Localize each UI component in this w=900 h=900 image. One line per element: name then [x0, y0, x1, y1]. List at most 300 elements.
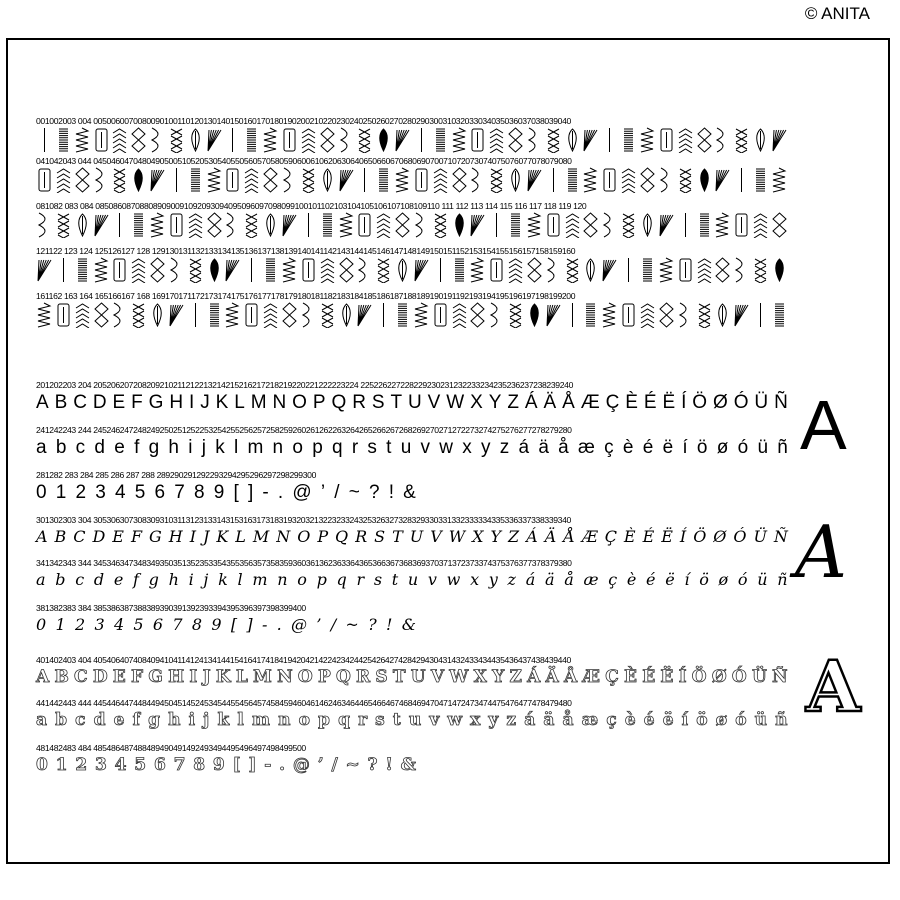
- stitch-pattern-icon: [168, 302, 185, 328]
- glyph-number-row: 301302303 304 305306307308309310311312313314315316317318319320321322323324325326327328329330331332333334335336337338339340: [36, 515, 571, 525]
- glyph-character: V: [427, 392, 441, 413]
- stitch-pattern-icon: [319, 302, 336, 328]
- glyph-character: 1: [55, 482, 67, 503]
- glyph-character: W: [446, 392, 465, 413]
- stitch-pattern-icon: [111, 167, 128, 193]
- glyph-character: Á: [527, 667, 541, 687]
- stitch-pattern-icon: [714, 127, 731, 153]
- glyph-character: E: [112, 392, 126, 413]
- stitch-pattern-icon: [149, 127, 166, 153]
- glyph-character: d: [94, 437, 105, 458]
- stitch-pattern-icon: [319, 127, 336, 153]
- stitch-pattern-icon: [111, 302, 128, 328]
- glyph-character: 3: [94, 755, 107, 775]
- stitch-pattern-icon: [36, 167, 53, 193]
- stitch-pattern-icon: [130, 302, 147, 328]
- stitch-pattern-icon: [338, 127, 355, 153]
- stitch-pattern-icon: [451, 257, 468, 283]
- glyph-row-sans: [36, 482, 416, 504]
- stitch-pattern-icon: [74, 212, 91, 238]
- glyph-character: á: [518, 437, 530, 458]
- glyph-character: !: [385, 615, 393, 634]
- glyph-character: D: [92, 392, 107, 413]
- stitch-pattern-icon: [413, 257, 430, 283]
- glyph-character: A: [36, 667, 50, 687]
- glyph-character: 5: [134, 482, 146, 503]
- stitch-pattern-icon: [677, 212, 694, 238]
- stitch-pattern-icon: [620, 212, 637, 238]
- stitch-pattern-icon: [601, 167, 618, 193]
- glyph-character: &: [401, 615, 416, 634]
- glyph-character: v: [420, 437, 431, 458]
- stitch-pattern-icon: [224, 127, 241, 153]
- stitch-pattern-icon: [771, 167, 788, 193]
- glyph-character: Ü: [751, 667, 767, 687]
- glyph-character: F: [131, 667, 144, 687]
- glyph-row-outline: [36, 710, 788, 730]
- stitch-pattern-icon: [36, 257, 53, 283]
- stitch-pattern-icon: [394, 257, 411, 283]
- stitch-pattern-icon: [752, 167, 769, 193]
- copyright: © ANITA: [804, 4, 870, 23]
- stitch-pattern-icon: [639, 167, 656, 193]
- stitch-pattern-icon: [300, 302, 317, 328]
- glyph-character: 7: [173, 755, 186, 775]
- glyph-character: j: [203, 570, 209, 589]
- glyph-character: c: [75, 437, 86, 458]
- glyph-character: 7: [172, 615, 183, 634]
- glyph-character: Q: [335, 527, 349, 546]
- stitch-pattern-icon: [620, 257, 637, 283]
- glyph-character: Í: [681, 392, 687, 413]
- glyph-character: ~: [345, 615, 359, 634]
- stitch-pattern-icon: [733, 167, 750, 193]
- stitch-pattern-icon: [168, 167, 185, 193]
- stitch-pattern-icon: [319, 257, 336, 283]
- glyph-character: X: [472, 527, 484, 546]
- stitch-pattern-icon: [413, 212, 430, 238]
- glyph-character: ?: [367, 755, 378, 775]
- stitch-pattern-icon: [149, 302, 166, 328]
- stitch-pattern-icon: [771, 127, 788, 153]
- glyph-character: ]: [246, 615, 253, 634]
- glyph-character: N: [276, 527, 291, 546]
- glyph-character: 5: [133, 615, 144, 634]
- stitch-pattern-icon: [55, 167, 72, 193]
- glyph-character: G: [148, 392, 164, 413]
- stitch-pattern-icon: [187, 212, 204, 238]
- stitch-pattern-icon: [639, 127, 656, 153]
- glyph-character: 0: [36, 615, 47, 634]
- stitch-pattern-icon: [696, 212, 713, 238]
- glyph-character: r: [351, 437, 359, 458]
- stitch-pattern-icon: [111, 257, 128, 283]
- glyph-character: J: [200, 392, 210, 413]
- stitch-pattern-icon: [714, 167, 731, 193]
- glyph-character: P: [317, 667, 331, 687]
- stitch-pattern-icon: [696, 167, 713, 193]
- stitch-pattern-icon: [413, 127, 430, 153]
- glyph-character: s: [373, 570, 383, 589]
- stitch-pattern-icon: [488, 302, 505, 328]
- glyph-row-script: [36, 570, 788, 589]
- stitch-pattern-icon: [356, 127, 373, 153]
- stitch-symbol-row: [36, 127, 788, 153]
- stitch-pattern-icon: [432, 212, 449, 238]
- glyph-character: G: [148, 667, 163, 687]
- glyph-character: y: [488, 710, 499, 730]
- glyph-character: Z: [509, 667, 522, 687]
- glyph-character: f: [134, 437, 140, 458]
- glyph-character: Å: [562, 392, 575, 413]
- stitch-pattern-icon: [206, 127, 223, 153]
- glyph-character: ~: [348, 482, 360, 503]
- glyph-row-outline: [36, 667, 788, 687]
- glyph-character: b: [55, 570, 66, 589]
- stitch-pattern-icon: [130, 212, 147, 238]
- stitch-pattern-icon: [224, 212, 241, 238]
- stitch-pattern-icon: [168, 212, 185, 238]
- glyph-character: ]: [248, 755, 257, 775]
- glyph-character: r: [356, 570, 365, 589]
- stitch-pattern-icon: [243, 257, 260, 283]
- glyph-character: Ç: [605, 392, 620, 413]
- glyph-character: ó: [737, 570, 748, 589]
- stitch-pattern-icon: [55, 127, 72, 153]
- glyph-character: Æ: [582, 667, 600, 687]
- glyph-character: n: [278, 710, 291, 730]
- stitch-pattern-icon: [601, 257, 618, 283]
- glyph-character: j: [203, 710, 210, 730]
- glyph-character: 4: [113, 615, 125, 634]
- stitch-pattern-icon: [74, 167, 91, 193]
- stitch-pattern-icon: [733, 302, 750, 328]
- glyph-number-row: 381382383 384 385386387388389390391392393394395396397398399400: [36, 603, 306, 613]
- stitch-pattern-icon: [432, 302, 449, 328]
- glyph-character: U: [409, 527, 424, 546]
- glyph-character: s: [367, 437, 377, 458]
- stitch-pattern-icon: [55, 212, 72, 238]
- glyph-character: /: [331, 755, 338, 775]
- stitch-pattern-icon: [564, 302, 581, 328]
- glyph-character: é: [642, 437, 654, 458]
- glyph-character: 1: [55, 755, 68, 775]
- sample-letter-script: A: [795, 510, 847, 594]
- glyph-character: s: [375, 710, 385, 730]
- glyph-character: è: [626, 570, 637, 589]
- glyph-character: å: [562, 710, 574, 730]
- glyph-character: z: [499, 437, 510, 458]
- stitch-pattern-icon: [130, 127, 147, 153]
- glyph-character: b: [55, 710, 68, 730]
- glyph-character: .: [277, 482, 284, 503]
- glyph-character: D: [92, 527, 106, 546]
- glyph-character: J: [202, 667, 211, 687]
- stitch-pattern-icon: [582, 212, 599, 238]
- stitch-pattern-icon: [488, 127, 505, 153]
- glyph-character: u: [407, 570, 419, 589]
- glyph-character: Z: [507, 392, 519, 413]
- stitch-pattern-icon: [658, 257, 675, 283]
- glyph-character: É: [642, 667, 656, 687]
- stitch-pattern-icon: [451, 127, 468, 153]
- glyph-character: é: [646, 570, 656, 589]
- glyph-character: ö: [699, 570, 709, 589]
- stitch-pattern-icon: [375, 302, 392, 328]
- glyph-character: Y: [490, 527, 502, 546]
- glyph-character: A: [36, 527, 48, 546]
- glyph-character: 2: [75, 482, 87, 503]
- glyph-character: ë: [665, 570, 675, 589]
- glyph-character: 4: [115, 482, 126, 503]
- stitch-pattern-icon: [93, 127, 110, 153]
- glyph-character: ~: [345, 755, 360, 775]
- stitch-pattern-icon: [432, 127, 449, 153]
- glyph-character: w: [446, 570, 461, 589]
- glyph-character: ö: [696, 437, 708, 458]
- glyph-character: 7: [174, 482, 185, 503]
- glyph-character: P: [312, 392, 326, 413]
- stitch-pattern-icon: [375, 212, 392, 238]
- glyph-character: Í: [678, 667, 687, 687]
- glyph-character: ä: [543, 710, 555, 730]
- stitch-pattern-icon: [338, 302, 355, 328]
- glyph-character: ä: [544, 570, 555, 589]
- stitch-pattern-icon: [507, 127, 524, 153]
- glyph-row-sans: [36, 437, 788, 459]
- stitch-pattern-icon: [187, 302, 204, 328]
- glyph-character: !: [385, 755, 393, 775]
- glyph-character: ç: [608, 570, 618, 589]
- stitch-pattern-icon: [507, 212, 524, 238]
- glyph-character: i: [188, 437, 193, 458]
- glyph-row-script: [36, 615, 416, 634]
- stitch-pattern-icon: [714, 257, 731, 283]
- glyph-character: S: [374, 527, 386, 546]
- stitch-pattern-icon: [243, 212, 260, 238]
- stitch-pattern-icon: [375, 127, 392, 153]
- stitch-pattern-icon: [300, 127, 317, 153]
- stitch-pattern-icon: [224, 302, 241, 328]
- glyph-character: Ä: [543, 392, 557, 413]
- glyph-character: u: [400, 437, 412, 458]
- glyph-character: Ö: [691, 667, 707, 687]
- glyph-character: R: [356, 667, 371, 687]
- glyph-character: e: [114, 437, 125, 458]
- glyph-character: B: [54, 667, 69, 687]
- stitch-pattern-icon: [526, 127, 543, 153]
- stitch-pattern-icon: [74, 127, 91, 153]
- glyph-character: g: [148, 570, 159, 589]
- stitch-pattern-icon: [243, 167, 260, 193]
- glyph-character: .: [276, 615, 282, 634]
- glyph-character: &: [403, 482, 416, 503]
- stitch-pattern-icon: [394, 212, 411, 238]
- stitch-pattern-icon: [281, 127, 298, 153]
- stitch-pattern-icon: [639, 212, 656, 238]
- glyph-character: e: [113, 710, 125, 730]
- stitch-pattern-icon: [36, 127, 53, 153]
- glyph-character: p: [316, 570, 327, 589]
- glyph-character: O: [292, 392, 307, 413]
- stitch-pattern-icon: [319, 212, 336, 238]
- glyph-number-row: 341342343 344 345346347348349350351352353354355356357358359360361362363364365366367368369370371372373374375376377378379380: [36, 558, 572, 568]
- glyph-character: m: [247, 437, 264, 458]
- glyph-character: ?: [368, 482, 380, 503]
- glyph-character: è: [622, 437, 634, 458]
- glyph-character: b: [55, 437, 67, 458]
- glyph-character: /: [330, 615, 337, 634]
- glyph-character: 9: [213, 482, 225, 503]
- stitch-number-row: 081082 083 084 085086087088089090091092093094095096097098099100101102103104105106107108109110 111 112 113 114 115 116 117 118 119 120: [36, 201, 587, 211]
- stitch-pattern-icon: [752, 212, 769, 238]
- glyph-character: Á: [524, 392, 538, 413]
- stitch-pattern-icon: [243, 302, 260, 328]
- glyph-character: j: [201, 437, 206, 458]
- glyph-character: I: [189, 667, 198, 687]
- glyph-character: p: [312, 437, 323, 458]
- stitch-pattern-icon: [187, 257, 204, 283]
- glyph-character: h: [168, 437, 179, 458]
- stitch-pattern-icon: [375, 257, 392, 283]
- glyph-character: V: [430, 667, 445, 687]
- glyph-character: ë: [662, 710, 674, 730]
- glyph-character: Ñ: [773, 527, 788, 546]
- glyph-character: O: [297, 667, 313, 687]
- glyph-character: 4: [114, 755, 127, 775]
- glyph-character: 8: [191, 615, 203, 634]
- glyph-character: L: [235, 527, 246, 546]
- stitch-pattern-icon: [432, 257, 449, 283]
- stitch-pattern-icon: [338, 257, 355, 283]
- stitch-pattern-icon: [601, 127, 618, 153]
- glyph-character: ’: [320, 482, 326, 503]
- stitch-pattern-icon: [582, 127, 599, 153]
- stitch-pattern-icon: [55, 257, 72, 283]
- glyph-character: /: [334, 482, 340, 503]
- stitch-pattern-icon: [677, 302, 694, 328]
- glyph-character: a: [36, 710, 48, 730]
- glyph-character: å: [564, 570, 574, 589]
- stitch-pattern-icon: [300, 167, 317, 193]
- stitch-pattern-icon: [262, 302, 279, 328]
- glyph-character: E: [112, 527, 124, 546]
- glyph-character: Ä: [544, 527, 557, 546]
- stitch-pattern-icon: [149, 212, 166, 238]
- glyph-character: É: [642, 527, 655, 546]
- glyph-number-row: 281282 283 284 285 286 287 288 289290291292293294295296297298299300: [36, 470, 317, 480]
- glyph-character: t: [386, 437, 392, 458]
- glyph-character: l: [233, 437, 239, 458]
- stitch-pattern-icon: [224, 167, 241, 193]
- glyph-character: ç: [606, 710, 617, 730]
- stitch-pattern-icon: [55, 302, 72, 328]
- glyph-character: Ó: [731, 667, 747, 687]
- glyph-row-sans: [36, 392, 788, 414]
- glyph-character: 1: [55, 615, 66, 634]
- stitch-pattern-icon: [432, 167, 449, 193]
- stitch-pattern-icon: [338, 212, 355, 238]
- glyph-character: F: [131, 392, 143, 413]
- stitch-pattern-icon: [469, 212, 486, 238]
- glyph-character: Ü: [754, 392, 769, 413]
- stitch-pattern-icon: [413, 302, 430, 328]
- glyph-character: F: [130, 527, 143, 546]
- glyph-character: i: [188, 710, 196, 730]
- glyph-character: .: [279, 755, 286, 775]
- glyph-character: T: [392, 667, 406, 687]
- glyph-character: 0: [36, 755, 48, 775]
- glyph-character: A: [36, 392, 49, 413]
- stitch-pattern-icon: [545, 302, 562, 328]
- glyph-character: W: [449, 667, 469, 687]
- glyph-character: Ó: [733, 527, 747, 546]
- glyph-character: M: [252, 527, 270, 546]
- stitch-pattern-icon: [281, 257, 298, 283]
- stitch-pattern-icon: [356, 212, 373, 238]
- glyph-character: z: [507, 570, 516, 589]
- glyph-character: 0: [36, 482, 47, 503]
- glyph-character: y: [488, 570, 498, 589]
- glyph-character: ó: [735, 710, 747, 730]
- glyph-character: N: [272, 392, 287, 413]
- glyph-character: f: [132, 710, 140, 730]
- glyph-character: U: [407, 392, 422, 413]
- stitch-pattern-icon: [545, 212, 562, 238]
- glyph-character: x: [470, 570, 480, 589]
- stitch-pattern-icon: [526, 167, 543, 193]
- glyph-character: k: [215, 437, 225, 458]
- stitch-pattern-icon: [658, 302, 675, 328]
- stitch-number-row: 041042043 044 045046047048049050051052053054055056057058059060061062063064065066067068069070071072073074075076077078079080: [36, 156, 572, 166]
- glyph-character: ö: [696, 710, 708, 730]
- glyph-character: G: [149, 527, 162, 546]
- stitch-pattern-icon: [771, 302, 788, 328]
- glyph-character: C: [73, 527, 86, 546]
- sample-letter-outline: A: [806, 645, 861, 728]
- glyph-character: ü: [757, 437, 769, 458]
- stitch-pattern-icon: [130, 167, 147, 193]
- glyph-character: v: [427, 570, 437, 589]
- glyph-character: w: [439, 437, 454, 458]
- glyph-character: D: [92, 667, 108, 687]
- stitch-pattern-icon: [752, 302, 769, 328]
- stitch-pattern-icon: [394, 167, 411, 193]
- stitch-pattern-icon: [130, 257, 147, 283]
- glyph-number-row: 441442443 444 445446447448449450451452453454455456457458459460461462463464465466467468469470471472473474475476477478479480: [36, 698, 572, 708]
- glyph-character: Ø: [711, 667, 727, 687]
- glyph-character: z: [506, 710, 517, 730]
- stitch-pattern-icon: [469, 302, 486, 328]
- glyph-character: o: [297, 570, 307, 589]
- stitch-pattern-icon: [658, 212, 675, 238]
- stitch-pattern-icon: [394, 127, 411, 153]
- glyph-character: Q: [331, 392, 347, 413]
- glyph-character: L: [235, 667, 248, 687]
- glyph-character: ñ: [777, 570, 788, 589]
- stitch-pattern-icon: [262, 212, 279, 238]
- glyph-character: y: [481, 437, 491, 458]
- glyph-character: B: [54, 527, 67, 546]
- stitch-pattern-icon: [93, 302, 110, 328]
- stitch-pattern-icon: [36, 212, 53, 238]
- glyph-character: Ó: [733, 392, 749, 413]
- glyph-character: Á: [526, 527, 538, 546]
- stitch-pattern-icon: [507, 167, 524, 193]
- stitch-pattern-icon: [338, 167, 355, 193]
- glyph-character: K: [215, 667, 231, 687]
- stitch-pattern-icon: [36, 302, 53, 328]
